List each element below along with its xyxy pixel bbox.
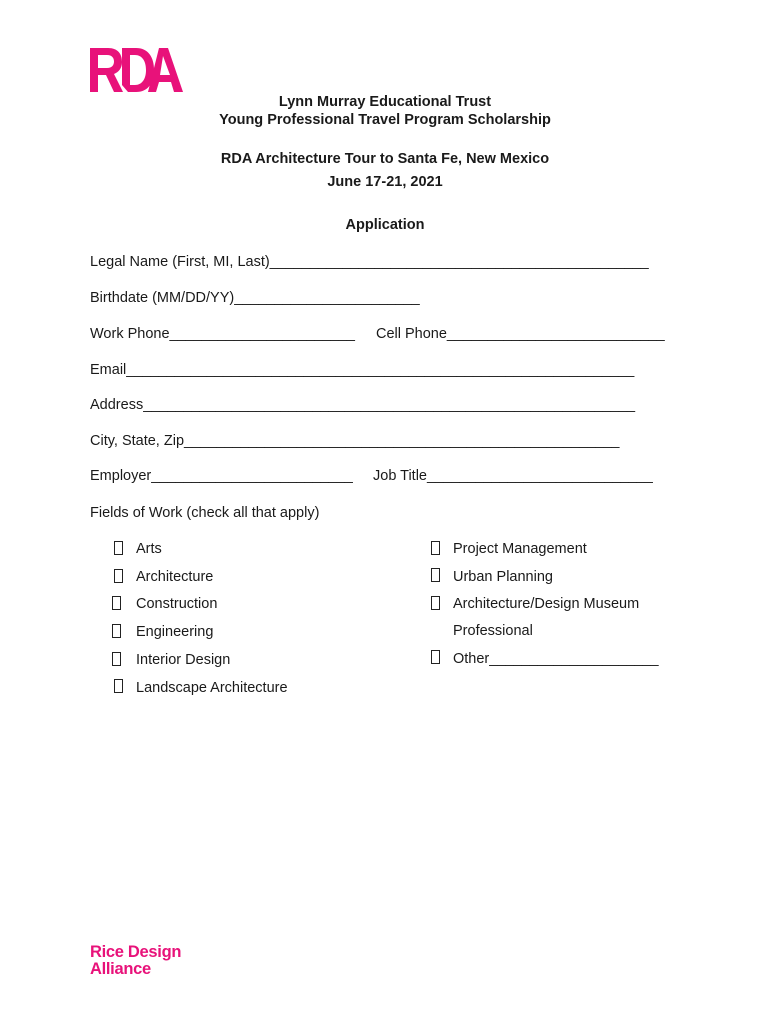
option-landscape-architecture-label: Landscape Architecture — [136, 680, 288, 696]
checkbox-interior-design[interactable] — [112, 652, 121, 666]
legal-name-field[interactable]: Legal Name (First, MI, Last)_______________________________________________ — [90, 254, 649, 270]
option-architecture-label: Architecture — [136, 569, 214, 585]
footer-brand-line1: Rice Design — [90, 943, 182, 961]
option-other-label[interactable]: Other_____________________ — [453, 651, 659, 667]
option-project-management-label: Project Management — [453, 541, 587, 557]
section-title: Application — [345, 217, 425, 233]
fields-of-work-heading: Fields of Work (check all that apply) — [90, 505, 320, 521]
cell-phone-field[interactable]: Cell Phone___________________________ — [376, 326, 665, 342]
header-program: Young Professional Travel Program Scholarship — [219, 112, 551, 128]
option-museum-label: Architecture/Design Museum — [453, 596, 640, 612]
header-dates: June 17-21, 2021 — [327, 174, 443, 190]
rda-logo — [88, 44, 184, 96]
checkbox-engineering[interactable] — [112, 624, 121, 638]
checkbox-museum-professional[interactable] — [431, 596, 440, 610]
header-tour: RDA Architecture Tour to Santa Fe, New Mexico — [220, 151, 550, 167]
checkbox-project-management[interactable] — [431, 541, 440, 555]
option-engineering-label: Engineering — [136, 624, 214, 640]
footer-brand — [90, 944, 181, 978]
option-interior-design-label: Interior Design — [136, 652, 231, 668]
city-state-zip-field[interactable]: City, State, Zip______________________________________________________ — [90, 433, 620, 449]
checkbox-urban-planning[interactable] — [431, 568, 440, 582]
checkbox-other[interactable] — [431, 650, 440, 664]
address-field[interactable]: Address_____________________________________________________________ — [90, 397, 636, 413]
job-title-field[interactable]: Job Title____________________________ — [373, 468, 653, 484]
work-phone-field[interactable]: Work Phone_______________________ — [90, 326, 356, 342]
option-museum-label-cont: Professional — [453, 623, 533, 639]
header-trust: Lynn Murray Educational Trust — [278, 94, 492, 110]
footer-brand-line2: Alliance — [90, 960, 151, 978]
email-field[interactable]: Email_______________________________________________________________ — [90, 362, 635, 378]
employer-field[interactable]: Employer_________________________ — [90, 468, 353, 484]
option-urban-planning-label: Urban Planning — [453, 569, 553, 585]
checkbox-landscape-architecture[interactable] — [114, 679, 123, 693]
checkbox-construction[interactable] — [112, 596, 121, 610]
option-arts-label: Arts — [136, 541, 162, 557]
birthdate-field[interactable]: Birthdate (MM/DD/YY)_______________________ — [90, 290, 420, 306]
option-construction-label: Construction — [136, 596, 218, 612]
checkbox-arts[interactable] — [114, 541, 123, 555]
checkbox-architecture[interactable] — [114, 569, 123, 583]
